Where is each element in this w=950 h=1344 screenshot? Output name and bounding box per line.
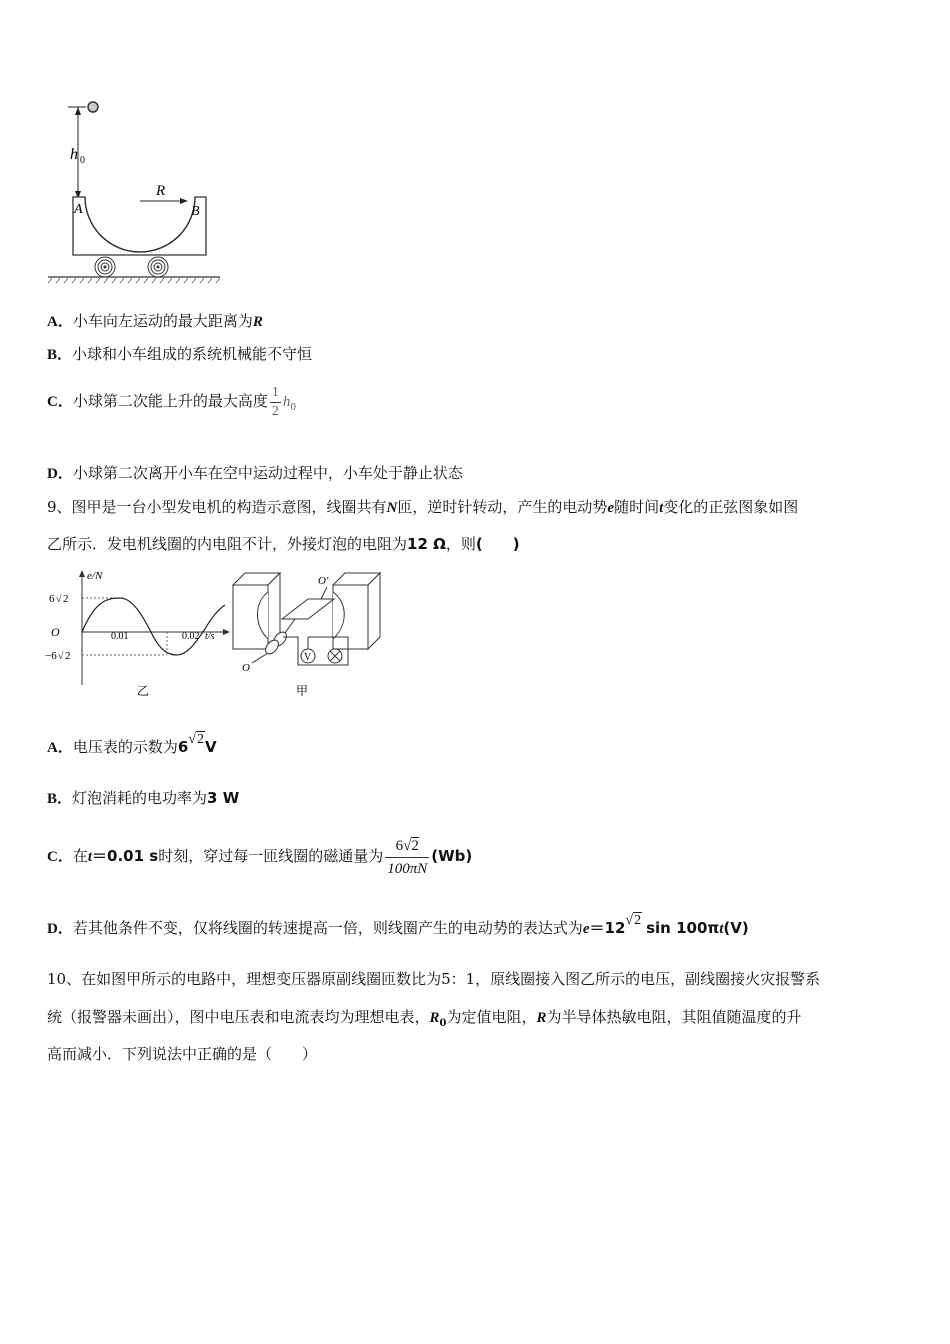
label-A: A	[74, 202, 83, 217]
fraction-one-half: $\frac{1}{2}$	[271, 384, 279, 419]
graph-caption: 乙	[137, 684, 150, 698]
svg-text:V: V	[304, 652, 312, 663]
q9-stem-line1: 9、图甲是一台小型发电机的构造示意图，线圈共有N匝，逆时针转动，产生的电动势e随时间t变化的正弦图象如图	[47, 498, 799, 516]
label-B: B	[191, 204, 200, 219]
q10-stem-line3: 高而减小．下列说法中正确的是（ ）	[47, 1045, 318, 1063]
q8-figure	[40, 95, 230, 285]
svg-text:0.01: 0.01	[111, 631, 129, 642]
lamp	[328, 649, 342, 663]
magnet-left	[233, 573, 280, 649]
q9-option-d: D．若其他条件不变，仅将线圈的转速提高一倍，则线圈产生的电动势的表达式为e＝12√2 sin 100πt(V)	[47, 913, 749, 937]
q9-sine-graph	[45, 567, 235, 702]
ball	[88, 102, 98, 112]
svg-text:O: O	[51, 625, 60, 639]
wheel-left	[95, 257, 115, 277]
svg-text:√: √	[56, 594, 62, 605]
svg-text:6: 6	[49, 593, 55, 605]
svg-text:2: 2	[65, 650, 71, 662]
sine-curve	[82, 598, 225, 655]
generator-caption: 甲	[296, 684, 309, 698]
svg-text:O: O	[242, 662, 250, 674]
svg-text:2: 2	[63, 593, 69, 605]
svg-text:e/N: e/N	[87, 570, 103, 582]
svg-text:−6: −6	[45, 650, 57, 662]
svg-text:0.02: 0.02	[182, 631, 200, 642]
flux-fraction: $\frac{6√2}{100\pi N}$	[385, 835, 429, 880]
q10-stem-line2: 统（报警器未画出），图中电压表和电流表均为理想电表，$R_0$为定值电阻，R为半导体热敏电阻，其阻值随温度的升	[47, 1008, 802, 1029]
q9-generator-figure	[230, 567, 385, 702]
q8-option-b: B．小球和小车组成的系统机械能不守恒	[47, 345, 313, 363]
q10-stem-line1: 10、在如图甲所示的电路中，理想变压器原副线圈匝数比为5：1，原线圈接入图乙所示的电压，副线圈接火灾报警系	[47, 970, 821, 988]
label-h0: h	[70, 146, 78, 163]
svg-text:t/s: t/s	[205, 631, 215, 642]
svg-text:0: 0	[80, 155, 85, 166]
q8-option-c: C．小球第二次能上升的最大高度 $\frac{1}{2}$ $h_0$	[47, 384, 297, 419]
voltmeter	[301, 649, 315, 663]
wheel-right	[148, 257, 168, 277]
q8-option-d: D．小球第二次离开小车在空中运动过程中，小车处于静止状态	[47, 464, 463, 482]
label-R: R	[156, 183, 166, 199]
q9-stem-line2: 乙所示．发电机线圈的内电阻不计，外接灯泡的电阻为12 Ω，则( )	[47, 535, 520, 553]
magnet-right	[333, 573, 380, 649]
coil	[282, 587, 334, 633]
svg-text:√: √	[58, 651, 64, 662]
q9-option-a: A．电压表的示数为6√2V	[47, 732, 217, 756]
q9-option-c: C．在t＝0.01 s时刻，穿过每一匝线圈的磁通量为 $\frac{6√2}{100\pi N}$ (Wb)	[47, 827, 472, 886]
q8-option-a: A．小车向左运动的最大距离为R	[47, 312, 263, 330]
svg-text:O′: O′	[318, 575, 329, 587]
q9-option-b: B．灯泡消耗的电功率为3 W	[47, 789, 240, 807]
